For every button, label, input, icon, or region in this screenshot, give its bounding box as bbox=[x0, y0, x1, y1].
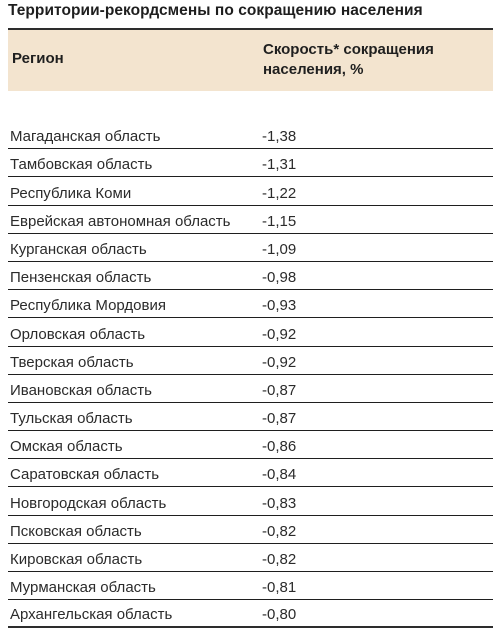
table-row bbox=[8, 544, 493, 572]
rate-cell: -0,82 bbox=[262, 551, 297, 568]
region-cell: Республика Коми bbox=[10, 184, 132, 202]
rate-cell: -1,22 bbox=[262, 184, 297, 202]
table-row bbox=[8, 149, 493, 177]
table-header bbox=[8, 28, 493, 91]
header-spacer bbox=[8, 91, 493, 121]
table-row bbox=[8, 290, 493, 318]
rate-cell: -0,87 bbox=[262, 381, 297, 399]
column-header-region: Регион bbox=[12, 50, 64, 67]
rate-cell: -0,84 bbox=[262, 466, 297, 484]
region-cell: Кировская область bbox=[10, 551, 143, 568]
table-row bbox=[8, 600, 493, 628]
table-row bbox=[8, 318, 493, 346]
table-row bbox=[8, 121, 493, 149]
data-table bbox=[8, 28, 493, 634]
region-cell: Тамбовская область bbox=[10, 156, 153, 174]
rate-cell: -1,38 bbox=[262, 128, 297, 146]
region-cell: Орловская область bbox=[10, 325, 146, 343]
region-cell: Тульская область bbox=[10, 410, 133, 428]
rate-cell: -1,15 bbox=[262, 212, 297, 230]
table-row bbox=[8, 572, 493, 600]
rate-cell: -0,93 bbox=[262, 297, 297, 315]
region-cell: Омская область bbox=[10, 438, 123, 456]
table-row bbox=[8, 177, 493, 205]
rate-cell: -0,82 bbox=[262, 522, 297, 540]
rate-cell: -1,31 bbox=[262, 156, 297, 174]
table-row bbox=[8, 262, 493, 290]
table-row bbox=[8, 375, 493, 403]
rate-cell: -0,92 bbox=[262, 325, 297, 343]
table-row bbox=[8, 347, 493, 375]
region-cell: Ивановская область bbox=[10, 381, 152, 399]
table-row bbox=[8, 234, 493, 262]
region-cell: Пензенская область bbox=[10, 269, 152, 287]
rate-cell: -0,87 bbox=[262, 410, 297, 428]
region-cell: Еврейская автономная область bbox=[10, 212, 231, 230]
table-row bbox=[8, 516, 493, 544]
table-row bbox=[8, 431, 493, 459]
region-cell: Магаданская область bbox=[10, 128, 161, 146]
region-cell: Псковская область bbox=[10, 522, 142, 540]
table-row bbox=[8, 459, 493, 487]
rate-cell: -0,86 bbox=[262, 438, 297, 456]
region-cell: Мурманская область bbox=[10, 579, 156, 597]
rate-cell: -0,81 bbox=[262, 579, 297, 597]
region-cell: Новгородская область bbox=[10, 494, 167, 512]
region-cell: Республика Мордовия bbox=[10, 297, 166, 315]
region-cell: Саратовская область bbox=[10, 466, 160, 484]
region-cell: Архангельская область bbox=[10, 606, 173, 624]
region-cell: Курганская область bbox=[10, 240, 147, 258]
table-title: Территории-рекордсмены по сокращению населения bbox=[8, 2, 423, 19]
table-body bbox=[8, 121, 493, 628]
table-row bbox=[8, 487, 493, 515]
rate-cell: -0,80 bbox=[262, 606, 297, 624]
table-row bbox=[8, 403, 493, 431]
rate-cell: -1,09 bbox=[262, 240, 297, 258]
rate-cell: -0,98 bbox=[262, 269, 297, 287]
column-header-rate: Скорость* сокращения населения, % bbox=[263, 41, 434, 78]
table-row bbox=[8, 206, 493, 234]
rate-cell: -0,92 bbox=[262, 353, 297, 371]
rate-cell: -0,83 bbox=[262, 494, 297, 512]
region-cell: Тверская область bbox=[10, 353, 134, 371]
